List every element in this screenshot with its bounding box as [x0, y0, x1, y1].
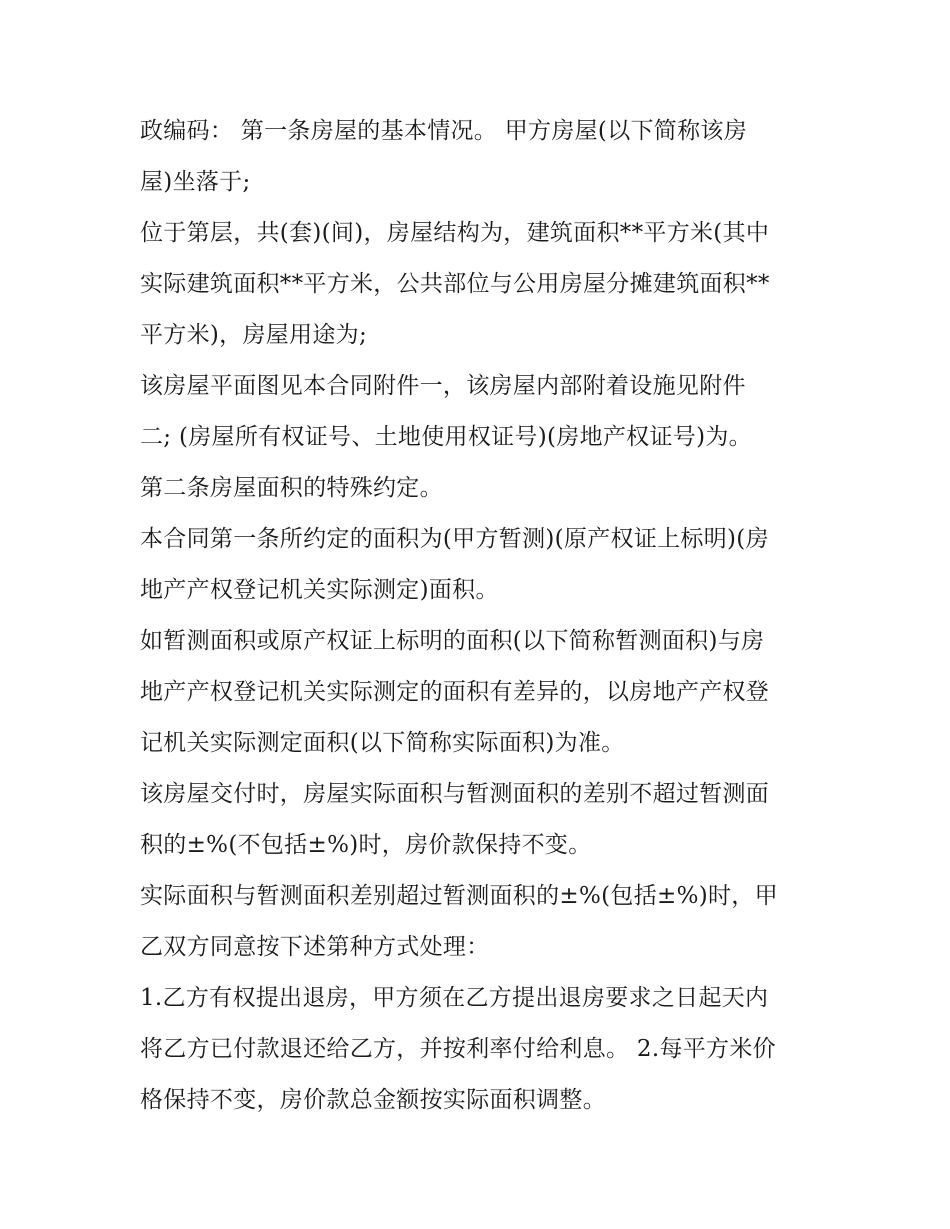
text-line: 地产产权登记机关实际测定的面积有差异的，以房地产产权登 [140, 679, 770, 705]
text-line: 政编码： 第一条房屋的基本情况。 甲方房屋(以下简称该房 [140, 118, 747, 144]
text-line: 实际建筑面积**平方米，公共部位与公用房屋分摊建筑面积** [140, 271, 770, 297]
contract-text-body [140, 106, 820, 1126]
text-line: 该房屋平面图见本合同附件一，该房屋内部附着设施见附件 [140, 373, 746, 399]
section-heading-line: 第二条房屋面积的特殊约定。 [140, 475, 443, 501]
text-line: 该房屋交付时，房屋实际面积与暂测面积的差别不超过暂测面 [140, 781, 770, 807]
text-line: 积的±%(不包括±%)时，房价款保持不变。 [140, 832, 592, 858]
text-line: 位于第层，共(套)(间)，房屋结构为，建筑面积**平方米(其中 [140, 220, 770, 246]
text-line: 记机关实际测定面积(以下简称实际面积)为准。 [140, 730, 625, 756]
text-line: 实际面积与暂测面积差别超过暂测面积的±%(包括±%)时，甲 [140, 883, 778, 909]
text-line: 本合同第一条所约定的面积为(甲方暂测)(原产权证上标明)(房 [140, 526, 769, 552]
text-line: 屋)坐落于; [140, 169, 251, 195]
text-line: 二; (房屋所有权证号、土地使用权证号)(房地产权证号)为。 [140, 424, 752, 450]
text-line: 平方米)，房屋用途为; [140, 322, 368, 348]
text-line: 将乙方已付款退还给乙方，并按利率付给利息。 2.每平方米价 [140, 1036, 776, 1062]
text-line: 1.乙方有权提出退房，甲方须在乙方提出退房要求之日起天内 [140, 985, 769, 1011]
text-line: 格保持不变，房价款总金额按实际面积调整。 [140, 1087, 606, 1113]
text-line: 地产产权登记机关实际测定)面积。 [140, 577, 499, 603]
text-line: 如暂测面积或原产权证上标明的面积(以下简称暂测面积)与房 [140, 628, 765, 654]
text-line: 乙双方同意按下述第种方式处理： [140, 934, 490, 960]
